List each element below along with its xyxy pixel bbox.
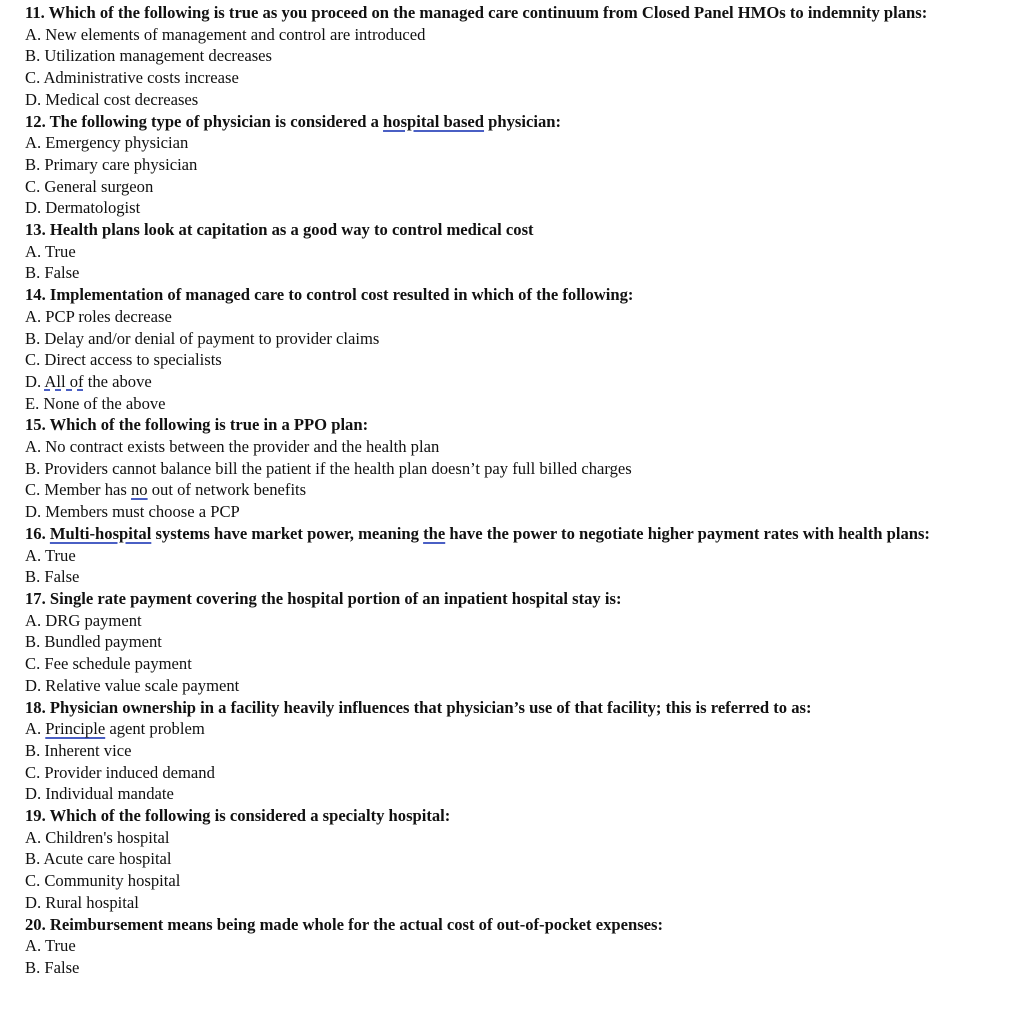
q17-option-d: D. Relative value scale payment (25, 675, 240, 695)
q19-option-a: A. Children's hospital (25, 827, 170, 847)
q16-flagged-term-1[interactable]: Multi-hospital (49, 523, 152, 543)
q13-option-a: A. True (25, 241, 76, 261)
question-11: 11. Which of the following is true as you proceed on the managed care continuum from Closed Panel HMOs to indemnity plans: (25, 3, 928, 22)
q11-option-b: B. Utilization management decreases (25, 46, 272, 66)
q11-option-a: A. New elements of management and control are introduced (25, 24, 426, 44)
quiz-document (25, 2, 1009, 979)
q15-flagged-term[interactable]: no (131, 480, 148, 500)
question-19: 19. Which of the following is considered a specialty hospital: (25, 806, 451, 826)
q12-text-start: 12. The following type of physician is considered a (25, 111, 384, 131)
q18-option-a-suffix: agent problem (105, 719, 205, 739)
q15-option-c-prefix: C. Member has (25, 480, 131, 500)
question-15: 15. Which of the following is true in a PPO plan: (25, 415, 369, 435)
q19-option-d: D. Rural hospital (25, 892, 139, 912)
q14-option-c: C. Direct access to specialists (25, 350, 222, 370)
q16-text-end: have the power to negotiate higher payment rates with health plans: (445, 523, 930, 543)
q13-option-b: B. False (25, 263, 80, 283)
q14-option-e: E. None of the above (25, 393, 166, 413)
q12-option-a: A. Emergency physician (25, 133, 189, 153)
q12-option-d: D. Dermatologist (25, 198, 141, 218)
question-17: 17. Single rate payment covering the hospital portion of an inpatient hospital stay is: (25, 588, 622, 608)
q12-option-c: C. General surgeon (25, 176, 154, 196)
q16-option-a: A. True (25, 545, 76, 565)
q17-option-b: B. Bundled payment (25, 632, 162, 652)
q18-option-a-prefix: A. (25, 719, 46, 739)
q16-number: 16. (25, 523, 50, 543)
q15-option-c (25, 479, 1009, 501)
question-12 (25, 111, 1009, 133)
q16-option-b: B. False (25, 567, 80, 587)
q11-option-c: C. Administrative costs increase (25, 68, 239, 88)
q12-option-b: B. Primary care physician (25, 154, 198, 174)
q15-option-b: B. Providers cannot balance bill the patient if the health plan doesn’t pay full billed charges (25, 458, 632, 478)
q12-text-end: physician: (484, 111, 562, 131)
q16-flagged-term-2[interactable]: the (423, 523, 446, 543)
question-16 (25, 523, 1009, 545)
q19-option-c: C. Community hospital (25, 871, 181, 891)
q14-option-d (25, 371, 1009, 393)
q16-text-middle: systems have market power, meaning (151, 523, 424, 543)
question-18: 18. Physician ownership in a facility heavily influences that physician’s use of that facility; this is referred to as: (25, 697, 812, 717)
q15-option-d: D. Members must choose a PCP (25, 502, 240, 522)
q12-flagged-term[interactable]: hospital based (383, 111, 485, 131)
q18-flagged-term[interactable]: Principle (45, 719, 106, 739)
q17-option-c: C. Fee schedule payment (25, 654, 192, 674)
q18-option-b: B. Inherent vice (25, 740, 132, 760)
q14-option-d-prefix: D. (25, 371, 45, 391)
q19-option-b: B. Acute care hospital (25, 849, 172, 869)
q20-option-a: A. True (25, 936, 76, 956)
q14-option-a: A. PCP roles decrease (25, 306, 172, 326)
q15-option-a: A. No contract exists between the provider and the health plan (25, 437, 440, 457)
q14-option-b: B. Delay and/or denial of payment to provider claims (25, 328, 380, 348)
q11-option-d: D. Medical cost decreases (25, 89, 199, 109)
q17-option-a: A. DRG payment (25, 610, 142, 630)
q18-option-c: C. Provider induced demand (25, 762, 215, 782)
q18-option-d: D. Individual mandate (25, 784, 174, 804)
q14-option-d-suffix: the above (83, 371, 152, 391)
question-20: 20. Reimbursement means being made whole for the actual cost of out-of-pocket expenses: (25, 914, 664, 934)
q18-option-a (25, 718, 1009, 740)
q15-option-c-suffix: out of network benefits (147, 480, 307, 500)
q20-option-b: B. False (25, 957, 80, 977)
q14-flagged-term[interactable]: All of (44, 371, 84, 391)
question-13: 13. Health plans look at capitation as a good way to control medical cost (25, 220, 534, 240)
question-14: 14. Implementation of managed care to control cost resulted in which of the following: (25, 285, 634, 305)
